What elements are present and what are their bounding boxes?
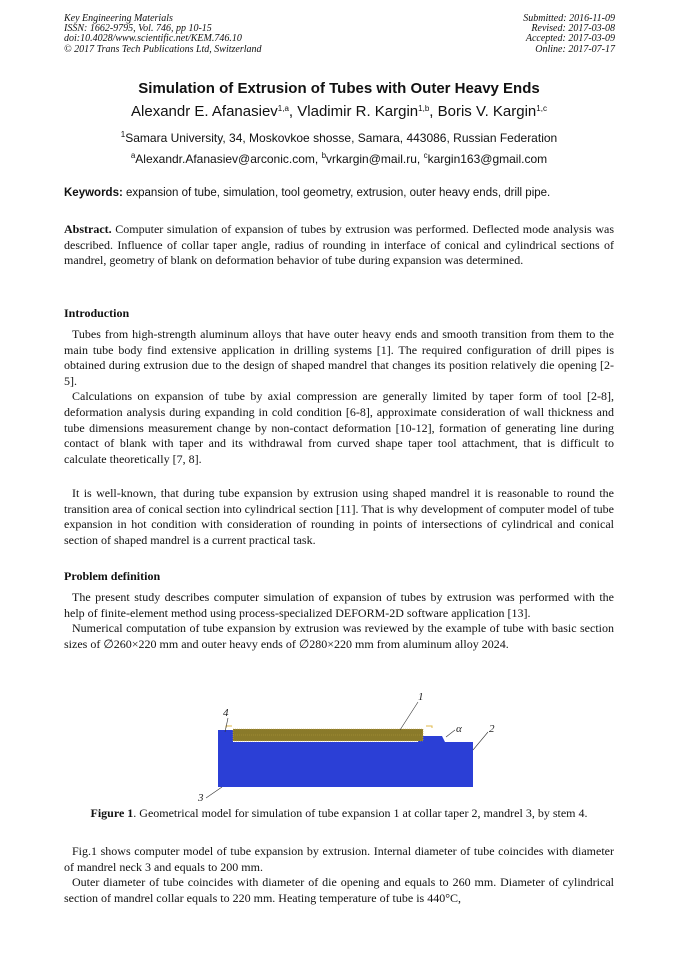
introduction-body xyxy=(64,327,614,467)
accepted-date: Accepted: 2017-03-09 xyxy=(525,33,615,45)
keywords-label: Keywords: xyxy=(64,187,123,199)
label-4: 4 xyxy=(223,707,229,719)
leader-line-4 xyxy=(225,718,228,732)
paragraph: Outer diameter of tube coincides with diameter of die opening and equals to 260 mm. Diameter of cylindrical section of mandrel collar equals to 220 mm. Heating temperature of tube is 440°C, xyxy=(64,875,614,905)
email-link[interactable]: vrkargin@mail.ru xyxy=(326,152,417,166)
label-3: 3 xyxy=(198,792,204,802)
paragraph: Calculations on expansion of tube by axial compression are generally limited by taper form of tool [2-8], deformation analysis during expanding in cold condition [6-8], approximate consideration of wall thickness and tube dimensions measurement change by non-contact deformation [10-12], formation of generating line during contact of blank with taper and its withdrawal from curved shape taper tool attachment, that is difficult to calculate theoretically [7, 8]. xyxy=(64,389,614,466)
body-after-figure xyxy=(64,844,614,906)
revised-date: Revised: 2017-03-08 xyxy=(531,23,615,35)
author-sup: 1,c xyxy=(536,104,547,113)
leader-line-1 xyxy=(400,702,418,730)
label-1: 1 xyxy=(418,691,424,703)
label-alpha: α xyxy=(456,723,462,735)
figure-caption xyxy=(64,806,614,820)
email-link[interactable]: Alexandr.Afanasiev@arconic.com xyxy=(135,152,315,166)
journal-header-right xyxy=(523,14,615,55)
paragraph: The present study describes computer simulation of expansion of tubes by extrusion was performed with the help of finite-element method using process-specialized DEFORM-2D software application [13]. xyxy=(64,590,614,620)
section-heading-problem: Problem definition xyxy=(64,569,161,583)
stem xyxy=(218,730,233,742)
caption-text: . Geometrical model for simulation of tube expansion 1 at collar taper 2, mandrel 3, by stem 4. xyxy=(133,806,588,820)
author-name: Boris V. Kargin xyxy=(437,103,537,120)
leader-line-2 xyxy=(473,732,488,750)
author-sup: 1,a xyxy=(277,104,289,113)
section-heading-introduction: Introduction xyxy=(64,306,130,320)
journal-issn: ISSN: 1662-9795, Vol. 746, pp 10-15 xyxy=(64,23,212,35)
abstract xyxy=(64,222,614,269)
journal-header-left xyxy=(64,14,262,55)
email-sup: c xyxy=(423,151,428,160)
paragraph: It is well-known, that during tube expansion by extrusion using shaped mandrel it is reasonable to round the transition area of conical section into cylindrical section [11]. That is why development of computer model of tube expansion in hot condition with consideration of rounding in points of intersections of cylindrical and conical section of shaped mandrel is a current practical task. xyxy=(64,486,614,547)
email-sup: b xyxy=(321,151,327,160)
author-emails: $^a$Alexandr.Afanasiev@arconic.com, $^b$vrkargin@mail.ru, $^c$kargin163@gmail.com xyxy=(130,151,548,166)
online-date: Online: 2017-07-17 xyxy=(535,43,615,55)
submitted-date: Submitted: 2016-11-09 xyxy=(523,13,615,24)
author-name: Alexandr E. Afanasiev xyxy=(131,103,278,120)
paragraph: Tubes from high-strength aluminum alloys that have outer heavy ends and smooth transition from them to the main tube body find extensive application in drilling systems [1]. The required configuration of drill pipes is obtained during extrusion due to the design of shaped mandrel that changes its position relatively die opening [2-5]. xyxy=(64,327,614,388)
affiliation-text: Samara University, 34, Moskovkoe shosse, Samara, 443086, Russian Federation xyxy=(125,131,558,145)
author-list: Alexandr E. Afanasiev$^{1,a}$, Vladimir R. Kargin$^{1,b}$, Boris V. Kargin$^{1,c}$ xyxy=(131,103,547,120)
paper-title: Simulation of Extrusion of Tubes with Outer Heavy Ends xyxy=(138,80,540,97)
keywords xyxy=(64,187,624,199)
outline-bracket xyxy=(226,726,232,728)
journal-copyright: © 2017 Trans Tech Publications Ltd, Switzerland xyxy=(64,43,262,55)
problem-body xyxy=(64,590,614,652)
keywords-text: expansion of tube, simulation, tool geometry, extrusion, outer heavy ends, drill pipe. xyxy=(126,187,551,199)
author-sup: 1,b xyxy=(418,104,430,113)
paragraph: Fig.1 shows computer model of tube expansion by extrusion. Internal diameter of tube coincides with diameter of mandrel neck 3 and equals to 200 mm. xyxy=(64,844,614,874)
email-link[interactable]: kargin163@gmail.com xyxy=(427,152,548,166)
leader-line-3 xyxy=(206,787,222,798)
paragraph: Numerical computation of tube expansion by extrusion was reviewed by the example of tube with basic section sizes of ∅260×220 mm and outer heavy ends of ∅280×220 mm from aluminum alloy 2024. xyxy=(64,621,614,651)
outline-bracket xyxy=(426,726,432,728)
label-2: 2 xyxy=(489,723,495,735)
leader-line-alpha xyxy=(446,730,455,737)
mandrel-body xyxy=(218,742,473,787)
author-name: Vladimir R. Kargin xyxy=(297,103,419,120)
journal-doi[interactable]: doi:10.4028/www.scientific.net/KEM.746.10 xyxy=(64,33,242,45)
email-sup: a xyxy=(130,151,136,160)
introduction-body-2 xyxy=(64,486,614,548)
affiliation xyxy=(0,131,678,145)
abstract-label: Abstract. xyxy=(64,222,112,236)
abstract-text: Computer simulation of expansion of tubes by extrusion was performed. Deflected mode analysis was described. Influence of collar taper angle, radius of rounding in interface of conical and cylindrical sections of mandrel, geometry of blank on deformation behavior of tube during expansion was determined. xyxy=(64,222,615,268)
caption-label: Figure 1 xyxy=(90,806,134,820)
affiliation-sup: 1 xyxy=(120,130,126,139)
journal-name: Key Engineering Materials xyxy=(64,13,173,24)
figure-1-diagram xyxy=(190,690,510,802)
